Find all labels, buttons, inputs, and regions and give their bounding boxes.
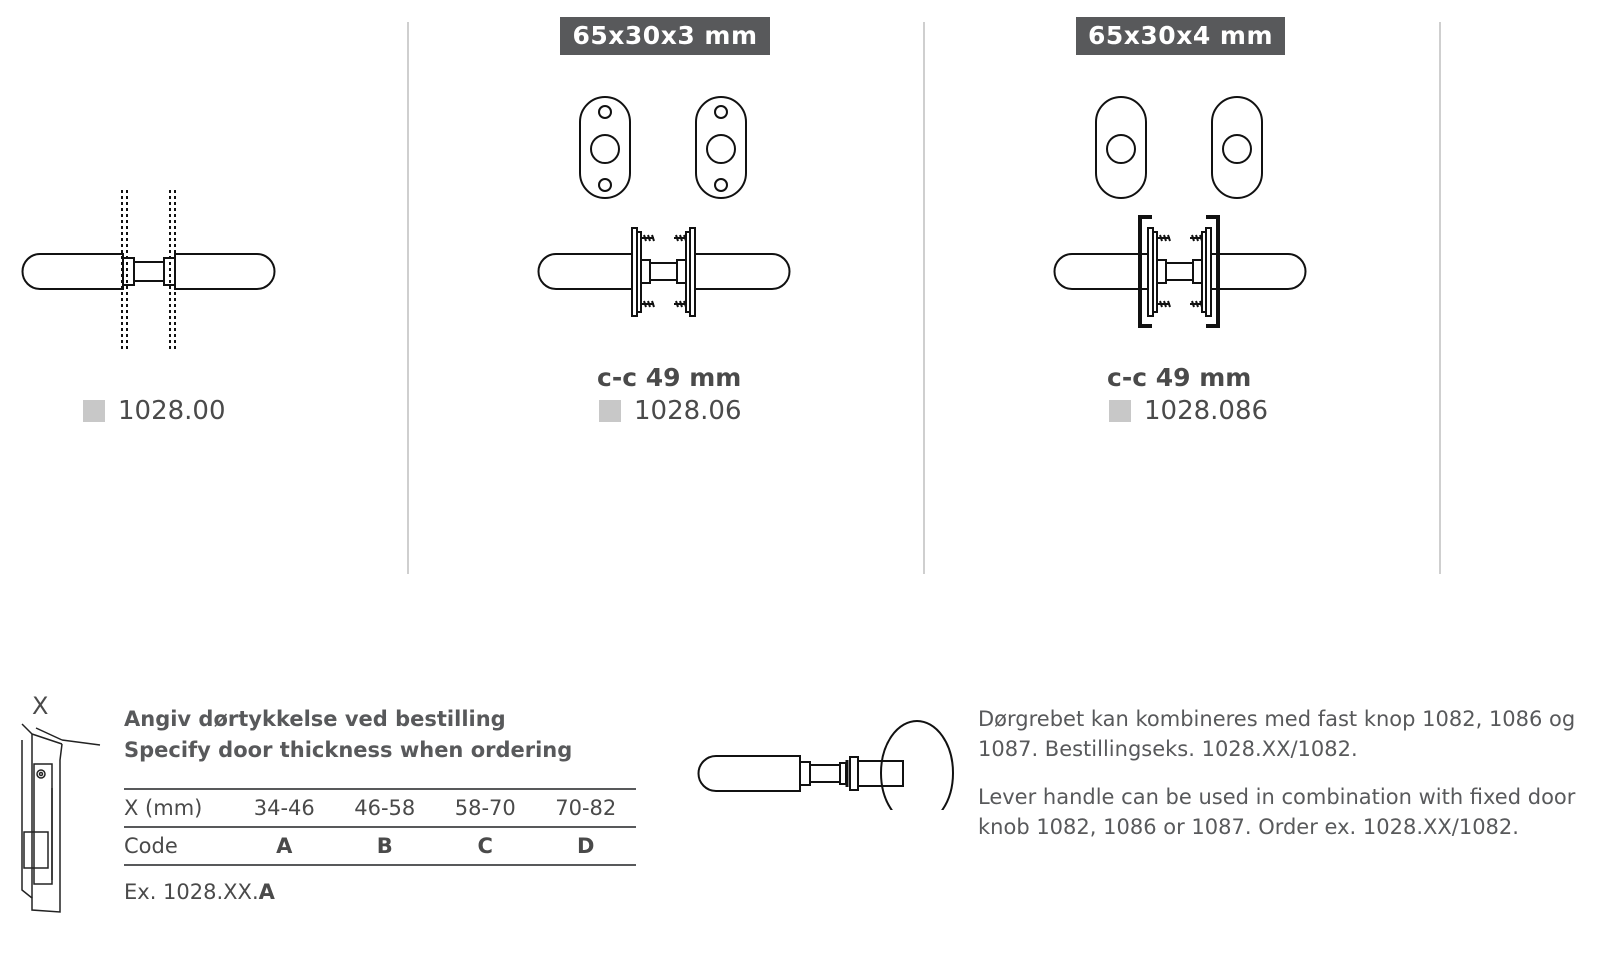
table-cell: 34-46 — [234, 789, 335, 827]
order-example: Ex. 1028.XX.A — [124, 880, 275, 904]
combination-text-danish: Dørgrebet kan kombineres med fast knop 1082, 1086 og 1087. Bestillingseks. 1028.XX/1082. — [978, 707, 1576, 761]
table-cell: 70-82 — [536, 789, 637, 827]
table-cell: X (mm) — [124, 789, 234, 827]
combination-text-english: Lever handle can be used in combination with fixed door knob 1082, 1086 or 1087. Order ex. 1028.XX/1082. — [978, 785, 1576, 839]
product-code-1028-06: 1028.06 — [599, 396, 742, 426]
door-thickness-drawing — [10, 700, 110, 920]
table-cell: 58-70 — [435, 789, 536, 827]
table-cell: C — [435, 827, 536, 865]
table-cell: 46-58 — [335, 789, 436, 827]
lever-with-knob-drawing — [690, 710, 960, 810]
thickness-heading-english: Specify door thickness when ordering — [124, 738, 573, 762]
column-divider — [1439, 22, 1441, 574]
column-divider — [923, 22, 925, 574]
rosette-size-badge: 65x30x3 mm — [560, 17, 770, 55]
product-code-1028-086: 1028.086 — [1109, 396, 1268, 426]
rosette-size-badge: 65x30x4 mm — [1076, 17, 1285, 55]
table-cell: A — [234, 827, 335, 865]
table-cell: D — [536, 827, 637, 865]
thickness-heading-danish: Angiv dørtykkelse ved bestilling — [124, 707, 506, 731]
swatch — [1109, 400, 1131, 422]
swatch — [83, 400, 105, 422]
product-code-1028-00: 1028.00 — [83, 396, 226, 426]
table-cell: B — [335, 827, 436, 865]
table-row — [124, 827, 636, 865]
center-distance: c-c 49 mm — [1107, 363, 1252, 392]
center-distance: c-c 49 mm — [597, 363, 742, 392]
table-row — [124, 789, 636, 827]
swatch — [599, 400, 621, 422]
rosette-with-screws-drawing — [520, 80, 820, 340]
table-cell: Code — [124, 827, 234, 865]
door-thickness-table — [124, 788, 636, 866]
rosette-with-cover-drawing — [1036, 80, 1336, 340]
lever-handle-drawing — [0, 0, 408, 380]
x-dimension-label: X — [32, 692, 49, 720]
